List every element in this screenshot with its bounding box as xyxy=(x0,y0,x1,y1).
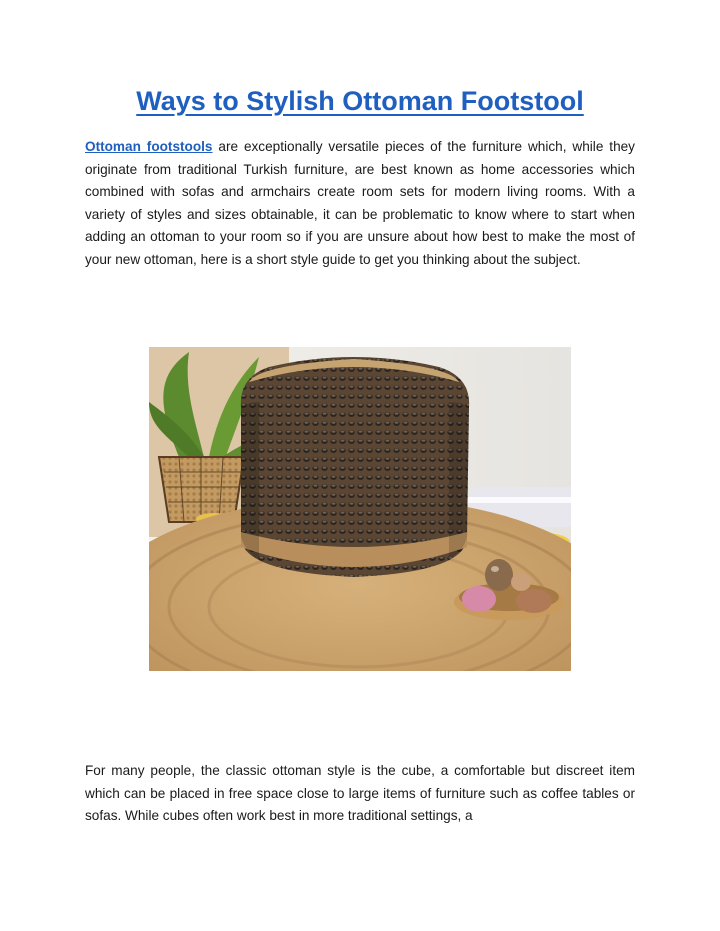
intro-paragraph xyxy=(85,136,635,271)
intro-body-text: are exceptionally versatile pieces of the furniture which, while they originate from traditional Turkish furniture, are best known as home accessories which combined with sofas and armchairs create room sets for modern living rooms. With a variety of styles and sizes obtainable, it can be problematic to know where to start when adding an ottoman to your room so if you are unsure about how best to make the most of your new ottoman, here is a short style guide to get you thinking about the subject. xyxy=(85,139,635,267)
page-title: Ways to Stylish Ottoman Footstool xyxy=(136,86,584,116)
second-paragraph: For many people, the classic ottoman style is the cube, a comfortable but discreet item which can be placed in free space close to large items of furniture such as coffee tables or sofas. While cubes often work best in more traditional settings, a xyxy=(85,763,635,823)
ottoman-footstools-link[interactable]: Ottoman footstools xyxy=(85,139,213,154)
ottoman-photo xyxy=(149,347,571,671)
